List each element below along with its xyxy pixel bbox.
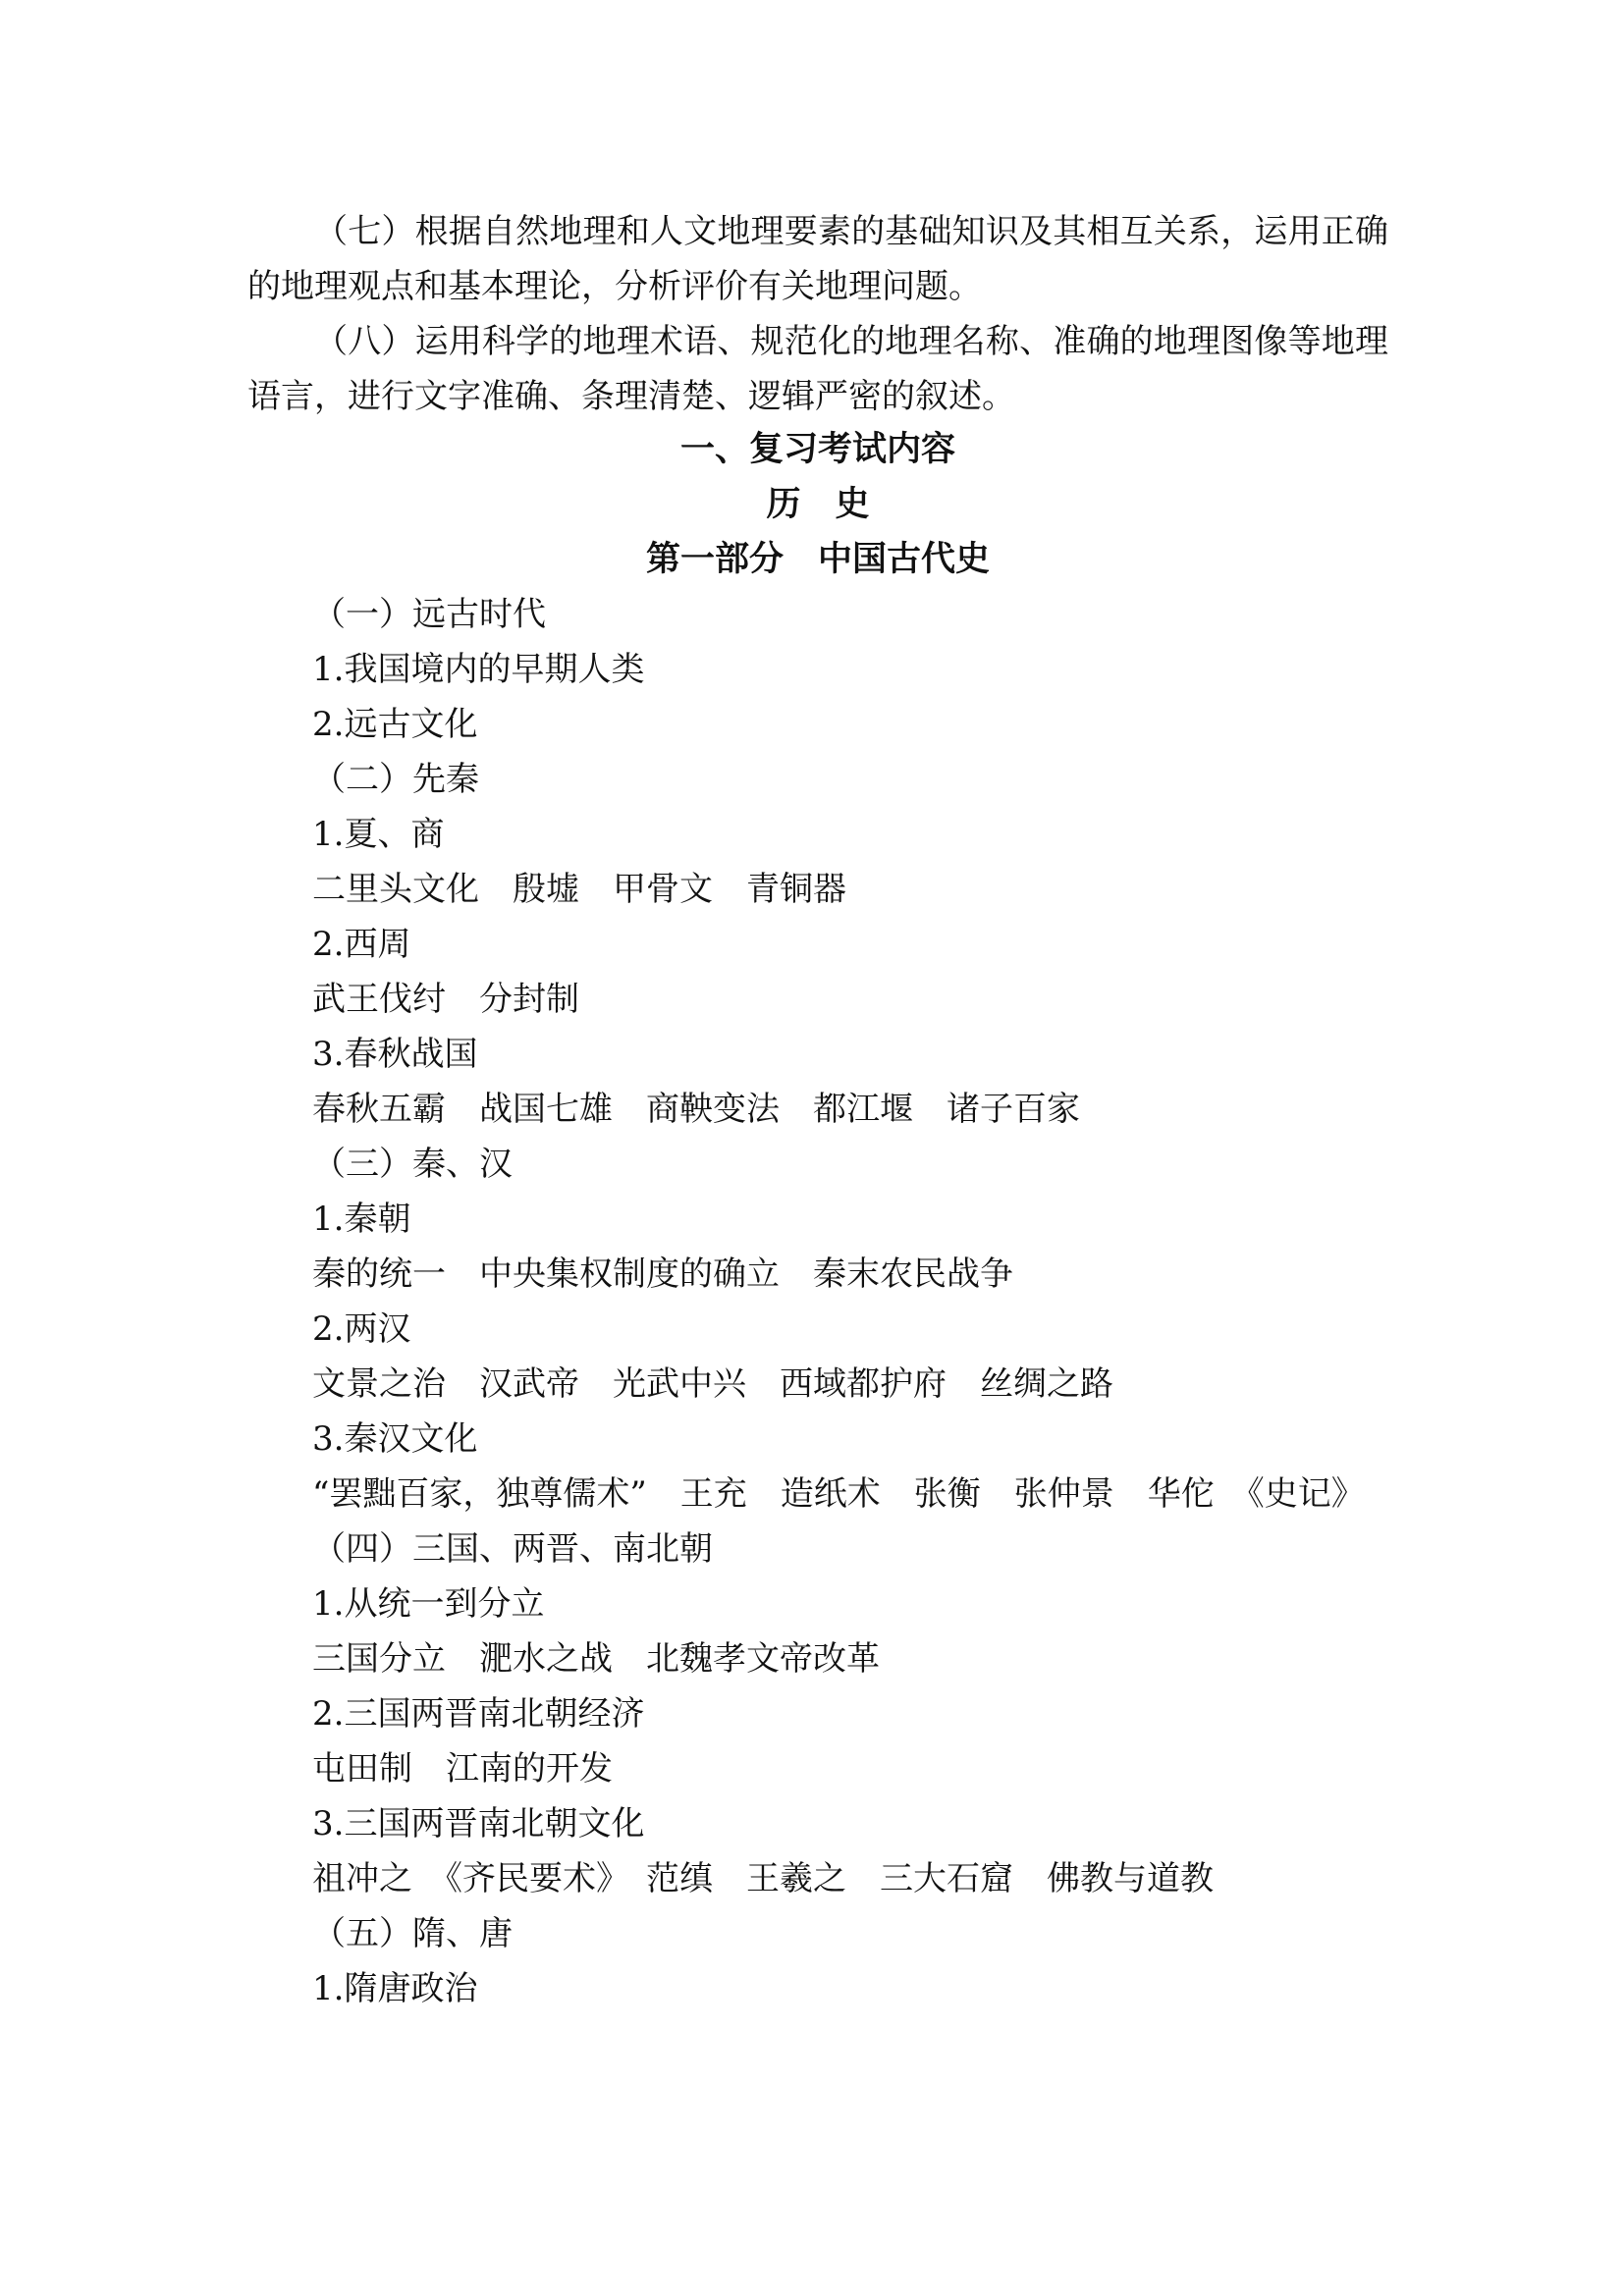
outline-item: 武王伐纣 分封制: [312, 980, 579, 1019]
outline-item: 3.春秋战国: [312, 1035, 478, 1074]
outline-item: 1.夏、商: [312, 815, 445, 854]
outline-item: 秦的统一 中央集权制度的确立 秦末农民战争: [312, 1255, 1013, 1294]
outline-item: 1.从统一到分立: [312, 1584, 545, 1624]
outline-item: 三国分立 淝水之战 北魏孝文帝改革: [312, 1639, 880, 1679]
outline-item: （三）秦、汉: [312, 1145, 513, 1184]
outline-item: （五）隋、唐: [312, 1914, 513, 1953]
outline-item: 1.秦朝: [312, 1200, 411, 1239]
outline-item: “罢黜百家，独尊儒术” 王充 造纸术 张衡 张仲景 华佗 《史记》: [312, 1474, 1365, 1514]
outline-item: 屯田制 江南的开发: [312, 1749, 613, 1789]
outline-item: 祖冲之 《齐民要术》 范缜 王羲之 三大石窟 佛教与道教: [312, 1859, 1214, 1898]
outline-item: （四）三国、两晋、南北朝: [312, 1529, 713, 1569]
outline-item: 2.三国两晋南北朝经济: [312, 1694, 645, 1734]
outline-item: 1.隋唐政治: [312, 1969, 478, 2008]
outline-item: 1.我国境内的早期人类: [312, 650, 645, 689]
paragraph-seven: （七）根据自然地理和人文地理要素的基础知识及其相互关系，运用正确的地理观点和基本理论，分析评价有关地理问题。: [247, 212, 1388, 306]
outline-item: 文景之治 汉武帝 光武中兴 西域都护府 丝绸之路: [312, 1364, 1113, 1404]
outline-item: 2.两汉: [312, 1309, 411, 1349]
part-heading: 第一部分 中国古代史: [645, 539, 990, 579]
section-heading: 一、复习考试内容: [679, 429, 955, 469]
outline-item: 3.三国两晋南北朝文化: [312, 1804, 645, 1843]
subject-heading: 历 史: [766, 484, 870, 524]
outline-item: （二）先秦: [312, 760, 479, 799]
outline-item: 2.远古文化: [312, 705, 478, 744]
outline-item: （一）远古时代: [312, 595, 546, 634]
outline-item: 春秋五霸 战国七雄 商鞅变法 都江堰 诸子百家: [312, 1090, 1080, 1129]
outline-item: 二里头文化 殷墟 甲骨文 青铜器: [312, 870, 846, 909]
outline-item: 3.秦汉文化: [312, 1419, 478, 1459]
paragraph-eight: （八）运用科学的地理术语、规范化的地理名称、准确的地理图像等地理语言，进行文字准确、条理清楚、逻辑严密的叙述。: [247, 322, 1388, 416]
outline-item: 2.西周: [312, 925, 411, 964]
